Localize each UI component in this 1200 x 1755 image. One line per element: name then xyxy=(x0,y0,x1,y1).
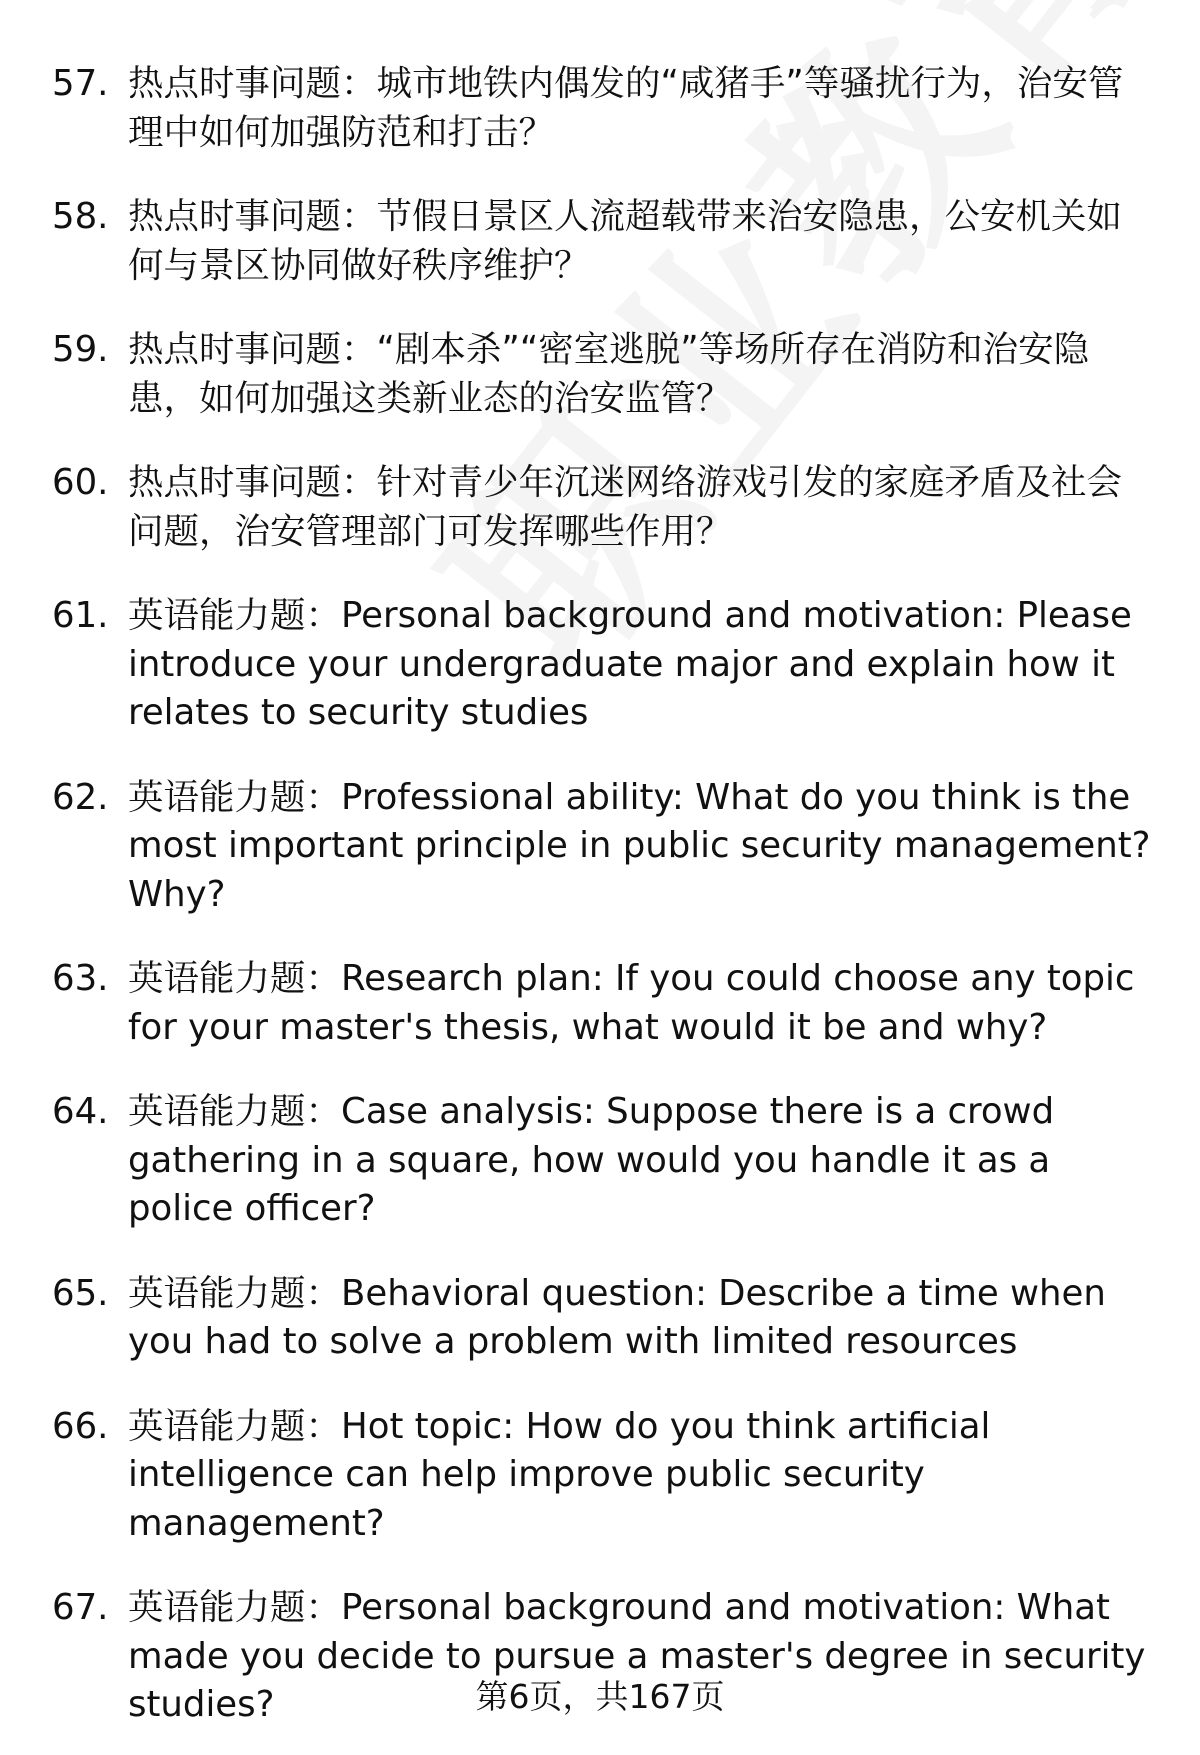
question-number: 64. xyxy=(52,1091,109,1132)
question-separator: ： xyxy=(305,1091,342,1132)
question-text: Hot topic: How do you think artificial intelligence can help improve public security management? xyxy=(128,1405,991,1544)
question-number: 66. xyxy=(52,1405,109,1447)
question-number: 63. xyxy=(52,958,109,999)
question-text: 针对青少年沉迷网络游戏引发的家庭矛盾及社会问题，治安管理部门可发挥哪些作用？ xyxy=(128,462,1123,552)
question-text: Personal background and motivation: Please introduce your undergraduate major and explain how it relates to security studies xyxy=(128,595,1132,733)
question-category: 热点时事问题 xyxy=(128,63,342,104)
question-category: 英语能力题 xyxy=(128,1091,306,1132)
question-separator: ： xyxy=(305,1587,342,1628)
question-number: 58. xyxy=(52,196,109,237)
question-text: Case analysis: Suppose there is a crowd gathering in a square, how would you handle it as a police officer? xyxy=(128,1091,1055,1229)
question-text: 城市地铁内偶发的“咸猪手”等骚扰行为，治安管理中如何加强防范和打击？ xyxy=(128,63,1124,153)
question-category: 英语能力题 xyxy=(128,595,306,636)
question-item xyxy=(0,1403,1200,1549)
question-item xyxy=(0,592,1200,738)
question-text: Research plan: If you could choose any topic for your master's thesis, what would it be and why? xyxy=(128,958,1135,1048)
question-separator: ： xyxy=(341,196,377,237)
question-number: 59. xyxy=(52,329,109,370)
question-text: Professional ability: What do you think is the most important principle in public security management? Why? xyxy=(128,776,1151,915)
question-number: 61. xyxy=(52,595,109,636)
question-item xyxy=(0,1088,1200,1234)
question-separator: ： xyxy=(305,1405,342,1447)
question-text: “剧本杀”“密室逃脱”等场所存在消防和治安隐患，如何加强这类新业态的治安监管？ xyxy=(128,329,1090,419)
question-item xyxy=(0,774,1200,920)
question-item xyxy=(0,459,1200,556)
question-category: 英语能力题 xyxy=(128,1587,306,1628)
question-category: 英语能力题 xyxy=(128,1405,306,1447)
question-separator: ： xyxy=(305,776,342,818)
page-footer: 第6页，共167页 xyxy=(475,1677,725,1716)
question-category: 热点时事问题 xyxy=(128,462,342,503)
question-item xyxy=(0,193,1200,290)
question-item xyxy=(0,326,1200,423)
question-item xyxy=(0,1270,1200,1367)
question-text: Personal background and motivation: What made you decide to pursue a master's degree in security studies? xyxy=(128,1587,1146,1725)
question-category: 热点时事问题 xyxy=(128,196,342,237)
question-number: 57. xyxy=(52,63,109,104)
question-separator: ： xyxy=(305,1272,342,1314)
question-category: 英语能力题 xyxy=(128,958,306,999)
question-text: Behavioral question: Describe a time when you had to solve a problem with limited resources xyxy=(128,1272,1106,1362)
question-number: 67. xyxy=(52,1587,109,1628)
question-item xyxy=(0,60,1200,157)
question-number: 60. xyxy=(52,462,109,503)
question-item xyxy=(0,955,1200,1052)
question-separator: ： xyxy=(305,595,342,636)
question-list xyxy=(0,60,1200,1730)
question-separator: ： xyxy=(341,462,377,503)
question-category: 英语能力题 xyxy=(128,1272,306,1314)
question-separator: ： xyxy=(341,63,377,104)
question-text: 节假日景区人流超载带来治安隐患，公安机关如何与景区协同做好秩序维护？ xyxy=(128,196,1123,286)
question-category: 热点时事问题 xyxy=(128,329,342,370)
question-number: 62. xyxy=(52,776,109,818)
question-separator: ： xyxy=(305,958,342,999)
question-category: 英语能力题 xyxy=(128,776,306,818)
question-separator: ： xyxy=(341,329,377,370)
question-number: 65. xyxy=(52,1272,109,1314)
